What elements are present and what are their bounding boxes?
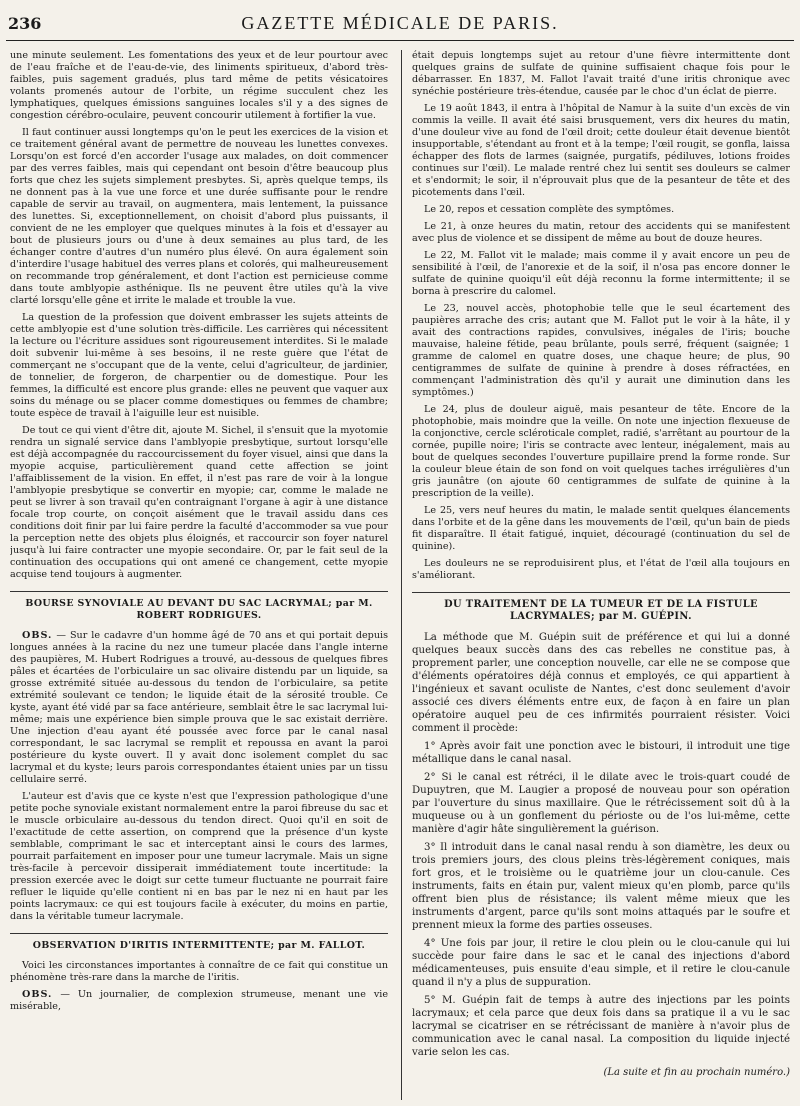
paragraph: Le 19 août 1843, il entra à l'hôpital de Namur à la suite d'un excès de vin commis la veille. Il avait été saisi brusquement, vers dix heures du matin, d'une douleur vive au fond de l'œil droit; cette douleur était devenue bientôt insupportable, s'étendant au front et à la tempe; l'œil rougit, se gonfla, laissa échapper des flots de larmes (saignée, purgatifs, pédiluves, lotions froides continues sur l'œil). Le malade rentré chez lui sentit ses douleurs se calmer et s'endormit; le soir, il n'éprouvait plus que de la pesanteur de tête et des picotements dans l'œil.	[412, 103, 790, 198]
paragraph: Le 22, M. Fallot vit le malade; mais comme il y avait encore un peu de sensibilité à l'œil, de l'anorexie et de la soif, il n'osa pas encore donner le sulfate de quinine quoiqu'il eût déjà reconnu la forme intermittente; il se borna à prescrire du calomel.	[412, 250, 790, 297]
observation-paragraph	[10, 989, 388, 1013]
article-fistule-lacrymale	[412, 592, 790, 1100]
section-title-fistule: DU TRAITEMENT DE LA TUMEUR ET DE LA FISTULE LACRYMALES; par M. GUÉPIN.	[412, 592, 790, 623]
paragraph: Les douleurs ne se reproduisirent plus, et l'état de l'œil alla toujours en s'améliorant.	[412, 558, 790, 581]
observation-paragraph	[10, 630, 388, 786]
paragraph: 3° Il introduit dans le canal nasal rendu à son diamètre, les deux ou trois premiers jours, des clous pleins très-légèrement coniques, mais fort gros, et le troisième ou le quatrième jour un clou-canule. Ces instruments, faits en étain pur, valent mieux qu'en plomb, parce qu'ils offrent bien plus de résistance; ils valent même mieux que les instruments d'argent, parce qu'ils sont moins attaqués par le soufre et prennent mieux la forme des parties osseuses.	[412, 842, 790, 931]
paragraph: 4° Une fois par jour, il retire le clou plein ou le clou-canule qui lui succède pour faire dans le sac et le canal des injections d'abord médicamenteuses, puis ensuite d'eau simple, et il retire le clou-canule quand il n'y a plus de suppuration.	[412, 938, 790, 988]
section-title-bourse-synoviale: BOURSE SYNOVIALE AU DEVANT DU SAC LACRYMAL; par M. ROBERT RODRIGUES.	[10, 591, 388, 622]
paragraph: 1° Après avoir fait une ponction avec le bistouri, il introduit une tige métallique dans le canal nasal.	[412, 741, 790, 765]
paragraph: Le 23, nouvel accès, photophobie telle que le seul écartement des paupières arrache des cris; autant que M. Fallot put le voir à la hâte, il y avait des contractions rapides, convulsives, inégales de l'iris; bouche mauvaise, haleine fétide, peau brûlante, pouls serré, fréquent (saignée; 1 gramme de calomel en quatre doses, une chaque heure; de plus, 90 centigrammes de sulfate de quinine à prendre à doses réfractées, en commençant l'administration dès qu'il y aurait une diminution dans les symptômes.)	[412, 303, 790, 398]
continuation-note: (La suite et fin au prochain numéro.)	[603, 1067, 790, 1078]
paragraph: La question de la profession que doivent embrasser les sujets atteints de cette amblyopie est d'une solution très-difficile. Les carrières qui nécessitent la lecture ou l'écriture assidues sont rigoureusement interdites. Si le malade doit subvenir lui-même à ses besoins, il ne reste guère que l'état de commerçant ne s'occupant que de la vente, celui d'agriculteur, de jardinier, de tonnelier, de forgeron, de charpentier ou de domestique. Pour les femmes, la difficulté est encore plus grande: elles ne peuvent que vaquer aux soins du ménage ou se placer comme domestiques ou femmes de chambre; toute espèce de travail à l'aiguille leur est nuisible.	[10, 312, 388, 419]
paragraph: Voici les circonstances importantes à connaître de ce fait qui constitue un phénomène très-rare dans la marche de l'iritis.	[10, 960, 388, 983]
obs-text: — Un journalier, de complexion strumeuse, menant une vie misérable,	[10, 989, 388, 1012]
paragraph: 2° Si le canal est rétréci, il le dilate avec le trois-quart coudé de Dupuytren, que M. Laugier a proposé de nouveau pour son opération par l'ouverture du sinus maxillaire. Que le rétrécissement soit dû à la muqueuse ou à un gonflement du périoste ou de l'os lui-même, cette manière d'agir hâte singulièrement la guérison.	[412, 772, 790, 835]
page-number: 236	[8, 14, 42, 33]
paragraph: une minute seulement. Les fomentations des yeux et de leur pourtour avec de l'eau fraîche et de l'eau-de-vie, des liniments spiritueux, d'abord très-faibles, puis sagement gradués, plus tard même de petits vésicatoires volants promenés autour de l'orbite, un régime succulent chez les lymphatiques, quelques émissions sanguines locales s'il y a des signes de congestion cérébro-oculaire, peuvent concourir utilement à fortifier la vue.	[10, 50, 388, 121]
paragraph: Le 24, plus de douleur aiguë, mais pesanteur de tête. Encore de la photophobie, mais moindre que la veille. On note une injection flexueuse de la conjonctive, cercle scléroticale complet, radié, s'arrêtant au pourtour de la cornée, pupille noire; l'iris se contracte avec lenteur, inégalement, mais au bout de quelques secondes l'ouverture pupillaire prend la forme ronde. Sur la couleur bleue étain de son fond on voit quelques taches irrégulières d'un gris jaunâtre (on ajoute 60 centigrammes de sulfate de quinine à la prescription de la veille).	[412, 404, 790, 499]
paragraph: De tout ce qui vient d'être dit, ajoute M. Sichel, il s'ensuit que la myotomie rendra un signalé service dans l'amblyopie presbytique, surtout lorsqu'elle est déjà accompagnée du raccourcissement du foyer visuel, ainsi que dans la myopie acquise, particulièrement quand cette affection se joint l'affaiblissement de la vision. En effet, il n'est pas rare de voir à la longue l'amblyopie presbytique se convertir en myopie; car, comme le malade ne peut se livrer à son travail qu'en contraignant l'organe à agir à une distance focale trop courte, on conçoit aisément que le travail assidu dans ces conditions doit finir par lui faire perdre la faculté d'accommoder sa vue pour la perception nette des objets plus éloignés, et raccourcir son foyer naturel jusqu'à lui faire contracter une myopie secondaire. Or, par le fait seul de la continuation des occupations qui ont amené ce changement, cette myopie acquise tend toujours à augmenter.	[10, 425, 388, 580]
paragraph: était depuis longtemps sujet au retour d'une fièvre intermittente dont quelques grains de sulfate de quinine suffisaient chaque fois pour le débarrasser. En 1837, M. Fallot l'avait traité d'une iritis chronique avec synéchie postérieure très-étendue, causée par le choc d'un éclat de pierre.	[412, 50, 790, 97]
paragraph: Le 20, repos et cessation complète des symptômes.	[424, 204, 675, 215]
right-column	[412, 50, 790, 1100]
page-header	[6, 10, 794, 41]
paragraph: Le 21, à onze heures du matin, retour des accidents qui se manifestent avec plus de violence et se dissipent de même au bout de douze heures.	[412, 221, 790, 244]
paragraph: Le 25, vers neuf heures du matin, le malade sentit quelques élancements dans l'orbite et de la gêne dans les mouvements de l'œil, qu'un bain de pieds fit disparaître. Il était fatigué, inquiet, découragé (continuation du sel de quinine).	[412, 505, 790, 552]
column-divider	[401, 50, 402, 1100]
left-column	[10, 50, 388, 1100]
obs-text: — Sur le cadavre d'un homme âgé de 70 ans et qui portait depuis longues années à la racine du nez une tumeur placée dans l'angle interne des paupières, M. Hubert Rodrigues a trouvé, au-dessous de quelques fibres pâles et écartées de l'orbiculaire un sac olivaire distendu par un liquide, sa grosse extrémité située au-dessous du tendon de l'orbiculaire, sa petite extrémité soulevant ce tendon; le liquide était de la sérosité trouble. Ce kyste, ayant été vidé par sa face antérieure, semblait être le sac lacrymal lui-même; mais une expérience bien simple prouva que le sac existait derrière. Une injection d'eau ayant été poussée avec force par le canal nasal correspondant, le sac lacrymal se remplit et repoussa en avant la paroi postérieure du kyste ouvert. Il y avait donc isolement complet du sac lacrymal et du kyste; leurs parois correspondantes étaient unies par un tissu cellulaire serré.	[10, 630, 388, 785]
paragraph: Il faut continuer aussi longtemps qu'on le peut les exercices de la vision et ce traitement général avant de permettre de nouveau les lunettes convexes. Lorsqu'on est forcé d'en accorder l'usage aux malades, on doit commencer par des verres faibles, mais qui cependant ont besoin d'être beaucoup plus forts que chez les sujets simplement presbytes. Si, après quelque temps, ils ne donnent pas à la vue une force et une durée suffisante pour le rendre capable de servir au travail, on augmentera, mais lentement, la puissance des lunettes. Si, exceptionnellement, on choisit d'abord plus puissants, il convient de ne les employer que quelques minutes à la fois et d'essayer au bout de plusieurs jours ou d'une à deux semaines au plus tard, de les échanger contre d'autres d'un numéro plus élevé. On aura également soin d'interdire l'usage habituel des verres plans et colorés, qui malheureusement on recommande trop généralement, et dont l'action est pernicieuse comme dans toute amblyopie asthénique. Ils ne peuvent être utiles qu'à la vive clarté lorsqu'elle gêne et irrite le malade et trouble la vue.	[10, 127, 388, 306]
journal-title: GAZETTE MÉDICALE DE PARIS.	[241, 13, 559, 33]
paragraph: 5° M. Guépin fait de temps à autre des injections par les points lacrymaux; et cela parce que deux fois dans sa pratique il a vu le sac lacrymal se cicatriser en se rétrécissant de manière à n'avoir plus de communication avec le canal nasal. La composition du liquide injecté varie selon les cas.	[412, 995, 790, 1058]
paragraph: L'auteur est d'avis que ce kyste n'est que l'expression pathologique d'une petite poche synoviale existant normalement entre la paroi fibreuse du sac et le muscle orbiculaire au-dessous du tendon direct. Quoi qu'il en soit de l'exactitude de cette assertion, on comprend que la présence d'un kyste semblable, comprimant le sac et interceptant ainsi le cours des larmes, pourrait parfaitement en imposer pour une tumeur lacrymale. Mais un signe très-facile à percevoir dissiperait immédiatement toute incertitude: la pression exercée avec le doigt sur cette tumeur fluctuante ne pourrait faire refluer le liquide qu'elle contient ni en bas par le nez ni en haut par les points lacrymaux: ce qui est toujours facile à exécuter, du moins en partie, dans la véritable tumeur lacrymale.	[10, 791, 388, 922]
paragraph: La méthode que M. Guépin suit de préférence et qui lui a donné quelques beaux succès dans des cas rebelles ne constitue pas, à proprement parler, une conception nouvelle, car elle ne se compose que d'éléments opératoires déjà connus et employés, ce qui appartient à l'ingénieux et savant oculiste de Nantes, c'est donc seulement d'avoir associé ces divers éléments entre eux, de façon à en faire un plan opératoire auquel peu de ces infirmités pourraient résister. Voici comment il procède:	[412, 632, 790, 734]
obs-label: OBS.	[22, 989, 53, 1000]
obs-label: OBS.	[22, 630, 53, 641]
section-title-iritis: OBSERVATION D'IRITIS INTERMITTENTE; par M. FALLOT.	[10, 933, 388, 952]
